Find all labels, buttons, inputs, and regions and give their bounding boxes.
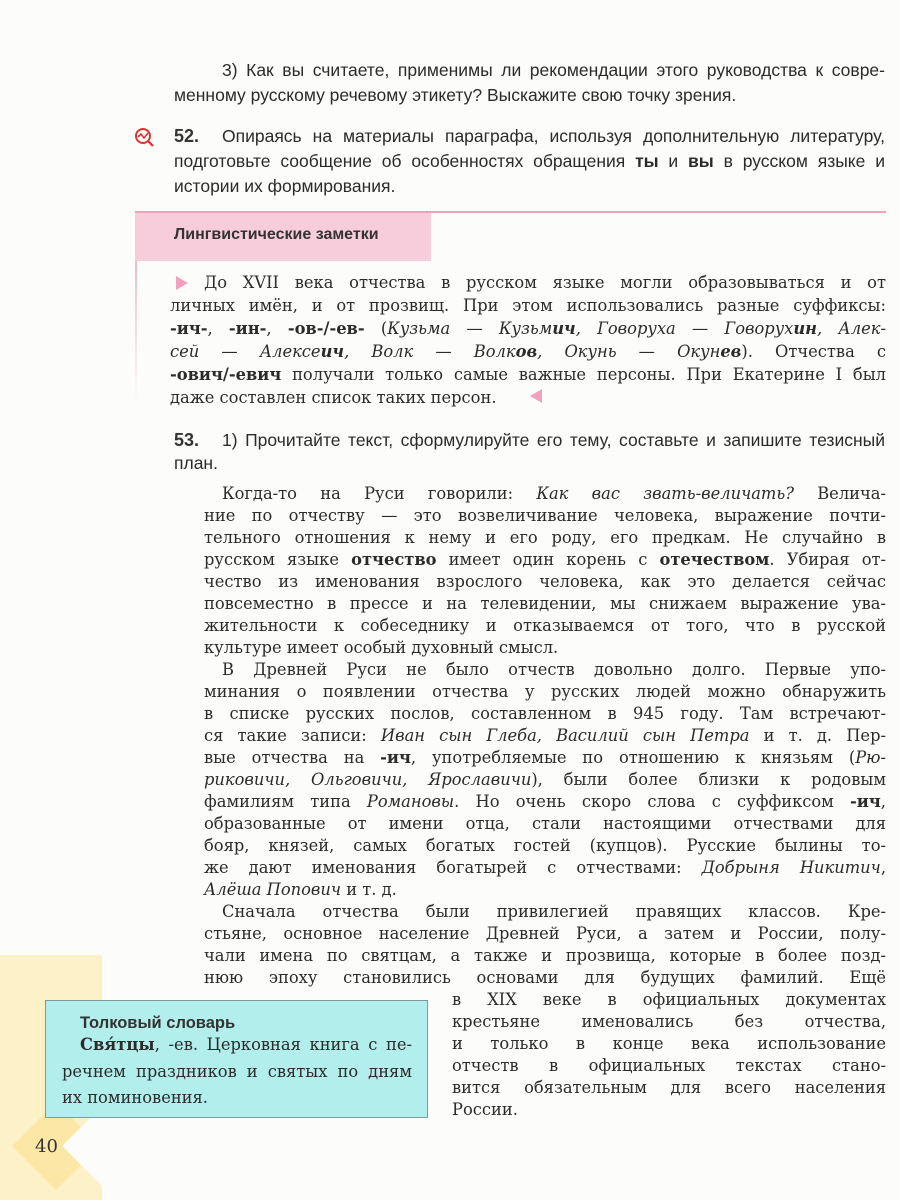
task51-line — [174, 84, 885, 106]
text-run: , Окунь — Окун — [537, 342, 721, 361]
text-run: фамилиям типа — [204, 792, 367, 811]
text-run: ся такие записи: — [204, 726, 381, 745]
linguistic-notes-line — [170, 341, 886, 363]
text-run: , -ев. Церковная книга с пе- — [154, 1035, 412, 1054]
text-run: . Убирая от- — [769, 550, 887, 569]
main-text-line — [204, 747, 886, 769]
main-text-line — [452, 1077, 886, 1099]
text-run: русском языке — [204, 550, 352, 569]
dictionary-title: Толковый словарь — [80, 1014, 236, 1032]
text-run: риковичи, Ольговичи, Ярославичи — [204, 770, 532, 789]
text-run: ич — [320, 342, 345, 361]
text-run: ). Отчества с — [741, 342, 887, 361]
main-text-line — [204, 813, 886, 835]
main-text-line — [204, 769, 886, 791]
main-text-line — [222, 483, 886, 505]
notes-title: Лингвистические заметки — [174, 226, 379, 243]
text-run: -ич — [380, 748, 411, 767]
text-run: повсеместно в прессе и на телевидении, мы снижаем выражение ува- — [204, 594, 886, 613]
text-run: менному русскому речевому этикету? Выскажите свою точку зрения. — [174, 85, 737, 105]
text-run: бояр, князей, самых богатых гостей (купцов). Русские былины то- — [204, 836, 886, 855]
text-run: Иван сын Глеба, Василий сын Петра — [380, 726, 750, 745]
main-text-line — [204, 791, 886, 813]
text-run: их поминовения. — [62, 1088, 208, 1107]
task-52-number: 52. — [174, 126, 200, 146]
text-run: -ович/-евич — [170, 365, 282, 384]
magnifier-icon — [134, 127, 154, 147]
main-text-line — [204, 615, 886, 637]
linguistic-notes-line — [170, 387, 886, 409]
text-run: ( — [364, 319, 388, 338]
main-text-line — [204, 857, 886, 879]
text-run: Велича- — [793, 484, 886, 503]
text-run: культуре имеет особый духовный смысл. — [204, 638, 559, 657]
text-run: нюю эпоху становились основами для будущих фамилий. Ещё — [204, 968, 886, 987]
main-text-line — [204, 835, 886, 857]
task52-line — [222, 125, 885, 147]
main-text-line — [452, 1011, 886, 1033]
task51-line — [222, 59, 885, 81]
linguistic-notes-line — [170, 318, 886, 340]
text-run: крестьяне именовались без отчества, — [452, 1012, 886, 1031]
main-text-line — [204, 681, 886, 703]
dictionary-line — [80, 1034, 412, 1056]
text-run: ), были более близки к родовым — [531, 770, 886, 789]
text-run: , — [207, 319, 229, 338]
text-run: , — [266, 319, 288, 338]
text-run: Добрыня Никитич — [701, 858, 881, 877]
text-run: отечеством — [659, 550, 770, 569]
text-run: стьяне, основное население Древней Руси, а затем и России, полу- — [204, 924, 886, 943]
text-run: тельного отношения к нему и его роду, его предкам. Не случайно в — [204, 528, 886, 547]
page-number: 40 — [35, 1136, 58, 1157]
text-run: До XVII века отчества в русском языке могли образовываться и от — [204, 273, 886, 292]
task53-line — [174, 452, 885, 474]
text-run: России. — [452, 1100, 518, 1119]
text-run: вы — [688, 151, 714, 171]
text-run: , — [880, 792, 886, 811]
text-run: Романовы — [366, 792, 455, 811]
text-run: и т. д. Пер- — [749, 726, 886, 745]
text-run: ич — [552, 319, 576, 338]
main-text-line — [204, 571, 886, 593]
text-run: в XIX веке в официальных документах — [452, 990, 886, 1009]
text-run: подготовьте сообщение об особенностях обращения — [174, 151, 636, 171]
main-text-line — [452, 1099, 886, 1121]
text-run: Как вас звать-величать? — [536, 484, 794, 503]
text-run: -ин- — [228, 319, 267, 338]
main-text-line — [204, 703, 886, 725]
text-run: 3) Как вы считаете, применимы ли рекомендации этого руководства к совре- — [222, 60, 885, 80]
task53-line — [222, 429, 885, 451]
linguistic-notes-line — [170, 295, 886, 317]
text-run: Кузьма — Кузьм — [387, 319, 553, 338]
main-text-line — [452, 989, 886, 1011]
main-text-line — [204, 637, 886, 659]
text-run: , Говоруха — Говорух — [575, 319, 794, 338]
text-run: минания о появлении отчества у русских людей можно обнаружить — [204, 682, 886, 701]
dictionary-line — [62, 1061, 412, 1083]
main-text-line — [222, 901, 886, 923]
text-run: чали имена по святцам, а также и прозвища, которые в более позд- — [204, 946, 886, 965]
text-run: и только в конце века использование — [452, 1034, 886, 1053]
text-run: в русском языке и — [713, 151, 885, 171]
text-run: план. — [174, 453, 218, 473]
text-run: отчеств в официальных текстах стано- — [452, 1056, 886, 1075]
main-text-line — [204, 967, 886, 989]
main-text-line — [204, 879, 886, 901]
text-run: , употребляемые по отношению к князьям ( — [410, 748, 856, 767]
text-run: ние по отчеству — это возвеличивание человека, выражение почти- — [204, 506, 886, 525]
dictionary-line — [62, 1087, 412, 1109]
text-run: Сначала отчества были привилегией правящих классов. Кре- — [222, 902, 886, 921]
text-run: В Древней Руси не было отчеств довольно долго. Первые упо- — [222, 660, 886, 679]
text-run: -ич- — [170, 319, 208, 338]
main-text-line — [204, 725, 886, 747]
text-run: вые отчества на — [204, 748, 381, 767]
text-run: -ов-/-ев- — [287, 319, 365, 338]
triangle-start-icon — [176, 276, 188, 290]
linguistic-notes-line — [170, 364, 886, 386]
task52-line — [174, 175, 885, 197]
text-run: в списке русских послов, составленном в 945 году. Там встречают- — [204, 704, 886, 723]
text-run: -ич — [850, 792, 881, 811]
main-text-line — [452, 1055, 886, 1077]
text-run: Свя́тцы — [80, 1035, 155, 1054]
text-run: ов — [515, 342, 538, 361]
main-text-line — [452, 1033, 886, 1055]
text-run: чество из именования взрослого человека, как это делается сейчас — [204, 572, 886, 591]
text-run: же дают именования богатырей с отчествами: — [204, 858, 702, 877]
text-run: ев — [720, 342, 742, 361]
text-run: ин — [793, 319, 818, 338]
text-run: Когда-то на Руси говорили: — [222, 484, 537, 503]
text-run: Рю- — [855, 748, 886, 767]
main-text-line — [222, 659, 886, 681]
text-run: истории их формирования. — [174, 176, 396, 196]
text-run: отчество — [351, 550, 437, 569]
main-text-line — [204, 593, 886, 615]
text-run: и — [658, 151, 689, 171]
task52-line — [174, 150, 885, 172]
text-run: 1) Прочитайте текст, сформулируйте его тему, составьте и запишите тезисный — [222, 430, 885, 450]
text-run: Алёша Попович — [204, 880, 342, 899]
text-run: образованные от имени отца, стали настоящими отчествами для — [204, 814, 886, 833]
text-run: речнем праздников и святых по дням — [62, 1061, 412, 1081]
text-run: даже составлен список таких персон. — [170, 388, 497, 407]
text-run: сей — Алексе — [170, 342, 321, 361]
main-text-line — [204, 549, 886, 571]
task-53-number: 53. — [174, 430, 200, 450]
text-run: ты — [635, 151, 659, 171]
text-run: . Но очень скоро слова с суффиксом — [454, 792, 851, 811]
main-text-line — [204, 505, 886, 527]
linguistic-notes-line — [204, 272, 886, 294]
main-text-line — [204, 527, 886, 549]
text-run: , Алек- — [817, 319, 886, 338]
text-run: , Волк — Волк — [344, 342, 516, 361]
text-run: и т. д. — [341, 880, 397, 899]
text-run: имеет один корень с — [436, 550, 660, 569]
text-run: вится обязательным для всего населения — [452, 1078, 886, 1097]
text-run: жительности к собеседнику и отказываемся от того, что в русской — [204, 616, 886, 635]
text-run: получали только самые важные персоны. При Екатерине I был — [281, 365, 886, 384]
text-run: личных имён, и от прозвищ. При этом использовались разные суффиксы: — [170, 296, 886, 315]
main-text-line — [204, 945, 886, 967]
text-run: , — [880, 858, 886, 877]
text-run: Опираясь на материалы параграфа, используя дополнительную литературу, — [222, 126, 885, 146]
main-text-line — [204, 923, 886, 945]
